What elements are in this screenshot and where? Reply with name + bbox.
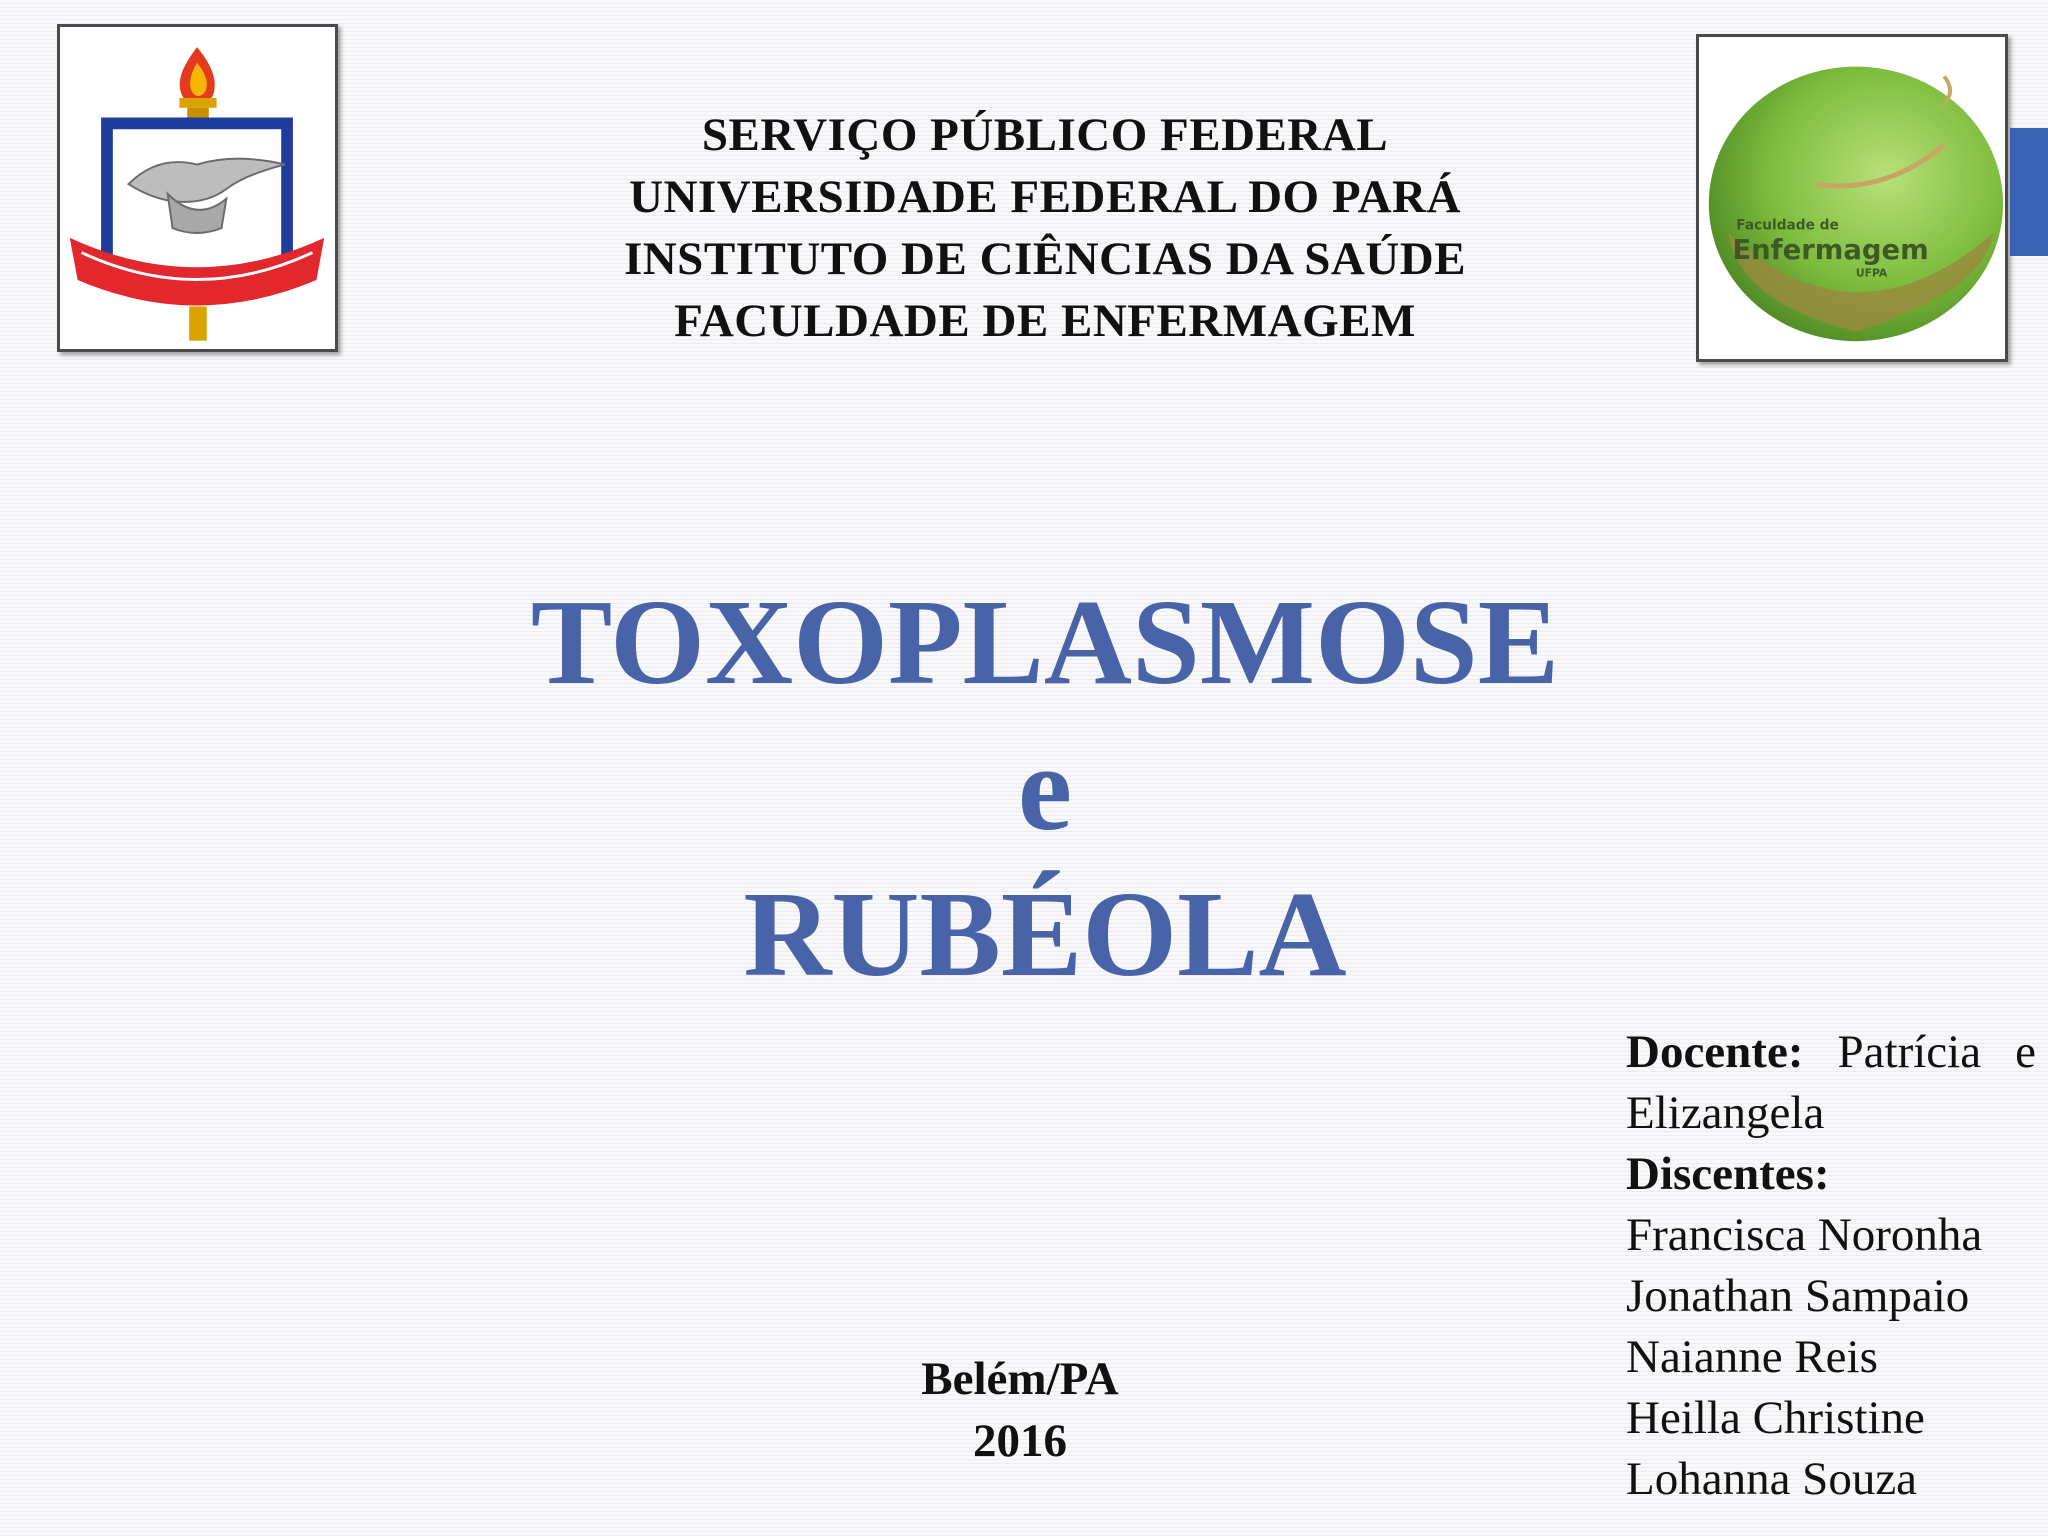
header-line-3: INSTITUTO DE CIÊNCIAS DA SAÚDE: [623, 233, 1467, 285]
year: 2016: [973, 1415, 1067, 1467]
faculdade-enfermagem-logo-icon: [1699, 37, 2005, 359]
docente-line: [1626, 1022, 2036, 1083]
svg-text:UFPA: UFPA: [1855, 266, 1888, 280]
place-date: [850, 1348, 1190, 1472]
header-line-2: UNIVERSIDADE FEDERAL DO PARÁ: [629, 171, 1461, 223]
docente-conjunction: e: [2015, 1026, 2036, 1078]
ufpa-logo: [57, 24, 338, 352]
accent-bar: [2010, 128, 2048, 256]
title-line-1: TOXOPLASMOSE: [530, 575, 1560, 710]
ufpa-seal-icon: [60, 27, 335, 349]
discente-name: Naianne Reis: [1626, 1331, 1878, 1383]
discente-name: Jonathan Sampaio: [1626, 1270, 1970, 1322]
presentation-title: [440, 570, 1650, 1008]
institution-header: [440, 104, 1650, 352]
place: Belém/PA: [921, 1353, 1119, 1405]
discente-name: Francisca Noronha: [1626, 1209, 1983, 1261]
faculdade-enfermagem-logo: [1696, 34, 2008, 362]
svg-text:Faculdade de: Faculdade de: [1736, 217, 1839, 234]
header-line-1: SERVIÇO PÚBLICO FEDERAL: [701, 109, 1389, 161]
discente-name: Lohanna Souza: [1626, 1453, 1918, 1505]
title-line-3: RUBÉOLA: [743, 867, 1347, 1002]
discente-name: Heilla Christine: [1626, 1392, 1925, 1444]
title-line-2: e: [1017, 721, 1073, 856]
credits: [1626, 1022, 2036, 1510]
svg-text:Enfermagem: Enfermagem: [1732, 234, 1929, 266]
docente-label: Docente:: [1626, 1026, 1804, 1078]
docente-name-2: Elizangela: [1626, 1087, 1825, 1139]
discentes-label: Discentes:: [1626, 1148, 1830, 1200]
header-line-4: FACULDADE DE ENFERMAGEM: [674, 295, 1416, 347]
docente-name-1: Patrícia: [1837, 1026, 1982, 1078]
